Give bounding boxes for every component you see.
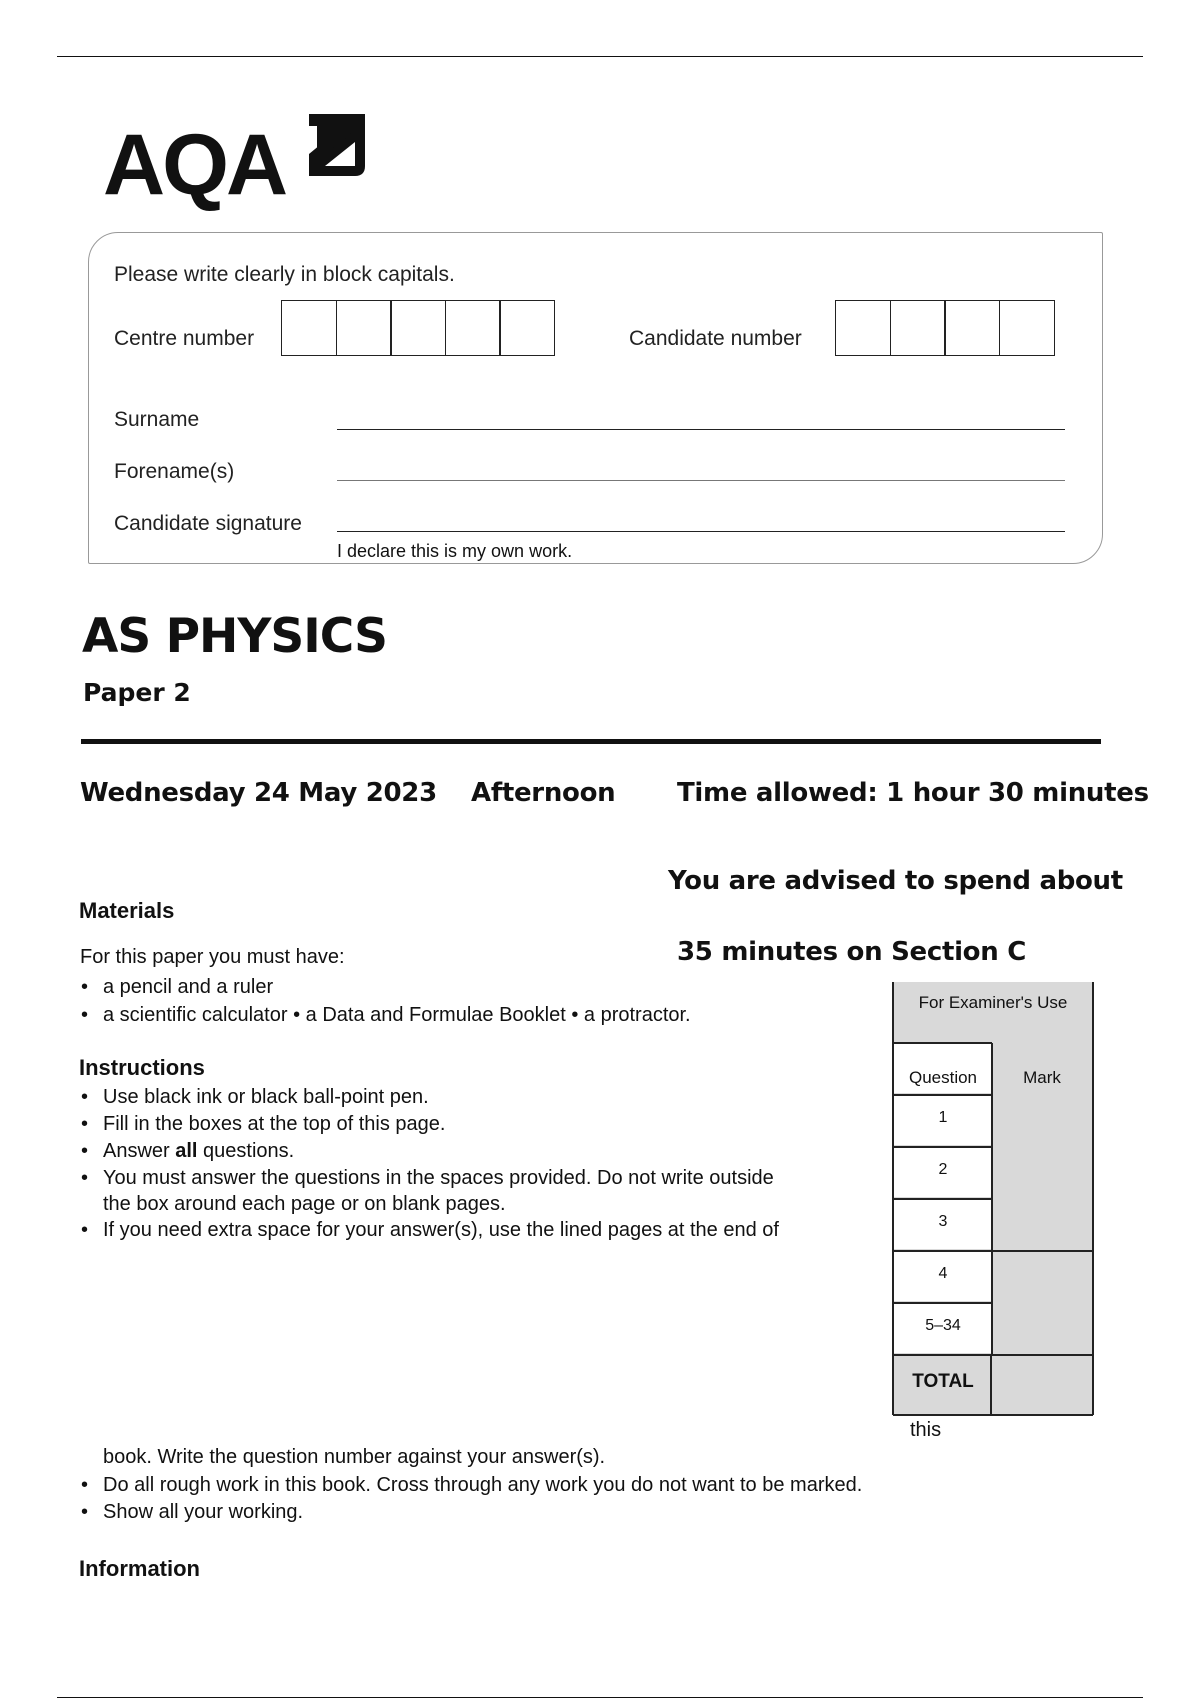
centre-number-cell[interactable] (336, 300, 392, 356)
aqa-logo-mark-icon (309, 114, 365, 176)
exam-date: Wednesday 24 May 2023 (80, 778, 437, 808)
question-number-cell: 2 (938, 1161, 948, 1178)
signature-label: Candidate signature (114, 512, 302, 535)
aqa-logo (103, 112, 365, 212)
centre-number-cell[interactable] (445, 300, 501, 356)
centre-number-cell[interactable] (281, 300, 337, 356)
paper-subtitle: Paper 2 (83, 678, 191, 707)
centre-number-cell[interactable] (499, 300, 555, 356)
block-capitals-instruction: Please write clearly in block capitals. (114, 263, 455, 286)
materials-intro: For this paper you must have: (80, 946, 345, 968)
centre-number-boxes (281, 300, 555, 356)
examiners-use-title: For Examiner's Use (918, 993, 1068, 1012)
advice-line-2: 35 minutes on Section C (677, 937, 1026, 967)
forenames-line[interactable] (337, 480, 1065, 481)
instruction-continuation: the box around each page or on blank pages. (103, 1193, 506, 1215)
instruction-continuation: book. Write the question number against your answer(s). (103, 1446, 606, 1468)
bottom-rule (57, 1697, 1143, 1698)
total-label: TOTAL (912, 1371, 974, 1392)
candidate-number-label: Candidate number (629, 327, 802, 350)
forenames-label: Forename(s) (114, 460, 235, 483)
time-allowed: Time allowed: 1 hour 30 minutes (677, 778, 1149, 808)
examiners-use-table (892, 982, 1094, 1416)
question-column-header: Question (908, 1068, 978, 1087)
exam-session: Afternoon (471, 778, 616, 808)
question-number-cell: 5–34 (925, 1317, 961, 1334)
candidate-number-boxes (835, 300, 1055, 356)
advice-line-1: You are advised to spend about (668, 866, 1123, 896)
information-heading: Information (79, 1556, 200, 1581)
top-rule (57, 56, 1143, 57)
materials-heading: Materials (79, 898, 175, 923)
centre-number-cell[interactable] (390, 300, 446, 356)
paper-title: AS PHYSICS (82, 609, 387, 664)
surname-line[interactable] (337, 429, 1065, 430)
candidate-number-cell[interactable] (999, 300, 1055, 356)
declaration-text: I declare this is my own work. (337, 541, 573, 561)
candidate-number-cell[interactable] (890, 300, 946, 356)
surname-label: Surname (114, 408, 200, 431)
title-rule (81, 739, 1101, 744)
candidate-number-cell[interactable] (944, 300, 1000, 356)
logo-text: AQA (103, 117, 286, 213)
question-number-cell: 1 (938, 1109, 948, 1126)
question-number-cell: 3 (938, 1213, 948, 1230)
instructions-heading: Instructions (79, 1055, 205, 1080)
centre-number-label: Centre number (114, 327, 255, 350)
instruction-continuation: this (910, 1419, 942, 1441)
mark-column-header: Mark (1023, 1068, 1061, 1087)
candidate-number-cell[interactable] (835, 300, 891, 356)
question-number-cell: 4 (938, 1265, 948, 1282)
signature-line[interactable] (337, 531, 1065, 532)
